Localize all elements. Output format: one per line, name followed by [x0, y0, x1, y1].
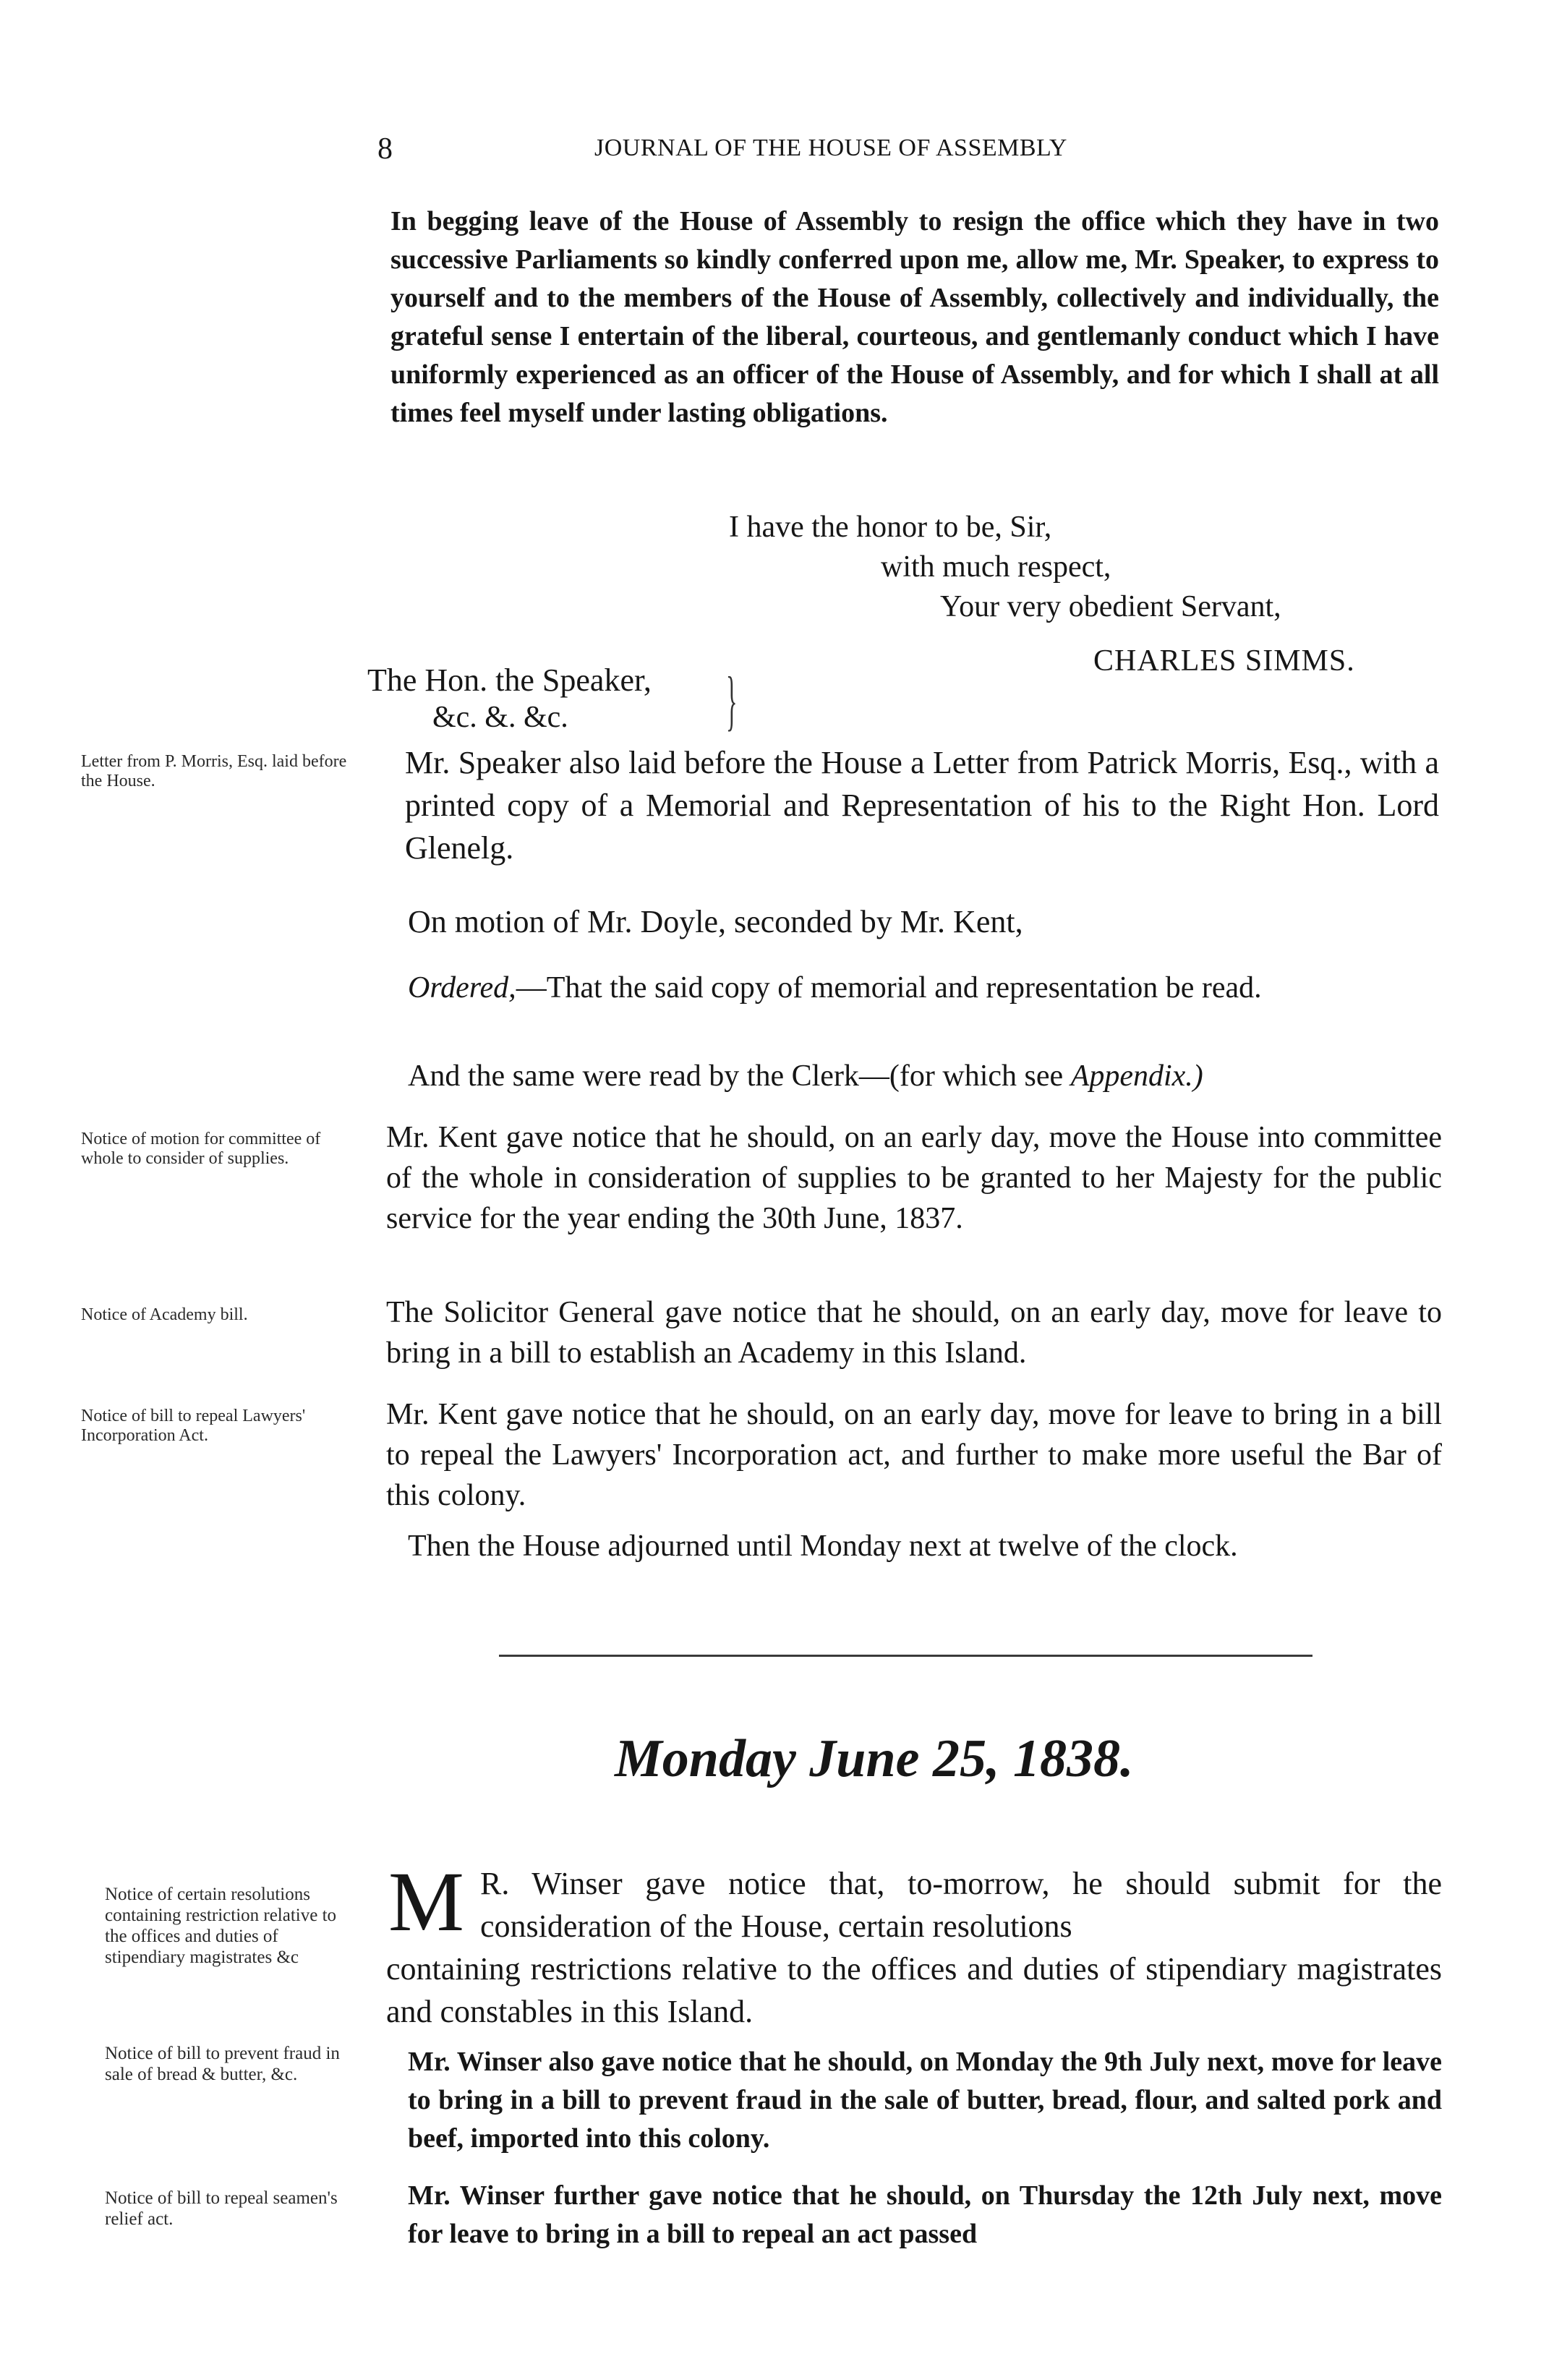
letter-closing-line-1: I have the honor to be, Sir, — [729, 511, 1052, 544]
entry-academy-bill: The Solicitor General gave notice that he should, on an early day, move for leave to bring in a bill to establish an Academy in this Island. — [386, 1296, 1442, 1370]
margin-note-fraud: Notice of bill to prevent fraud in sale of bread & butter, &c. — [105, 2044, 340, 2084]
drop-cap: M — [388, 1854, 464, 1949]
letter-closing-line-2: with much respect, — [881, 550, 1111, 584]
margin-note-supplies: Notice of motion for committee of whole to consider of supplies. — [81, 1130, 321, 1168]
entry-lawyers-bill: Mr. Kent gave notice that he should, on an early day, move for leave to bring in a bill to repeal the Lawyers' Incorporation act, and further to make more useful the Bar of this colony. — [386, 1398, 1442, 1512]
letter-addressee: The Hon. the Speaker, — [367, 662, 652, 698]
letter-body: In begging leave of the House of Assembly to resign the office which they have in two successive Parliaments so kindly conferred upon me, allow me, Mr. Speaker, to express to yourself and to the members of the House of Assembly, collectively and individually, the grateful sense I entertain of the liberal, courteous, and gentlemanly conduct which I have uniformly experienced as an officer of the House of Assembly, and for which I shall at all times feel myself under lasting obligations. — [390, 206, 1439, 428]
entry-read-by-clerk — [408, 1056, 1442, 1096]
entry-ordered — [408, 968, 1442, 1008]
entry-kent-supplies: Mr. Kent gave notice that he should, on an early day, move the House into committee of the whole in consideration of supplies to be granted to her Majesty for the public service for the year ending the 30th June, 1837. — [386, 1121, 1442, 1235]
entry-winser-seamen-bill: Mr. Winser further gave notice that he should, on Thursday the 12th July next, move for leave to bring in a bill to repeal an act passed — [408, 2180, 1442, 2249]
session-date-heading: Monday June 25, 1838. — [615, 1729, 1134, 1788]
entry-winser-resolutions-rest: containing restrictions relative to the offices and duties of stipendiary magistrates and constables in this Island. — [386, 1951, 1442, 2029]
entry-winser-fraud-bill: Mr. Winser also gave notice that he should, on Monday the 9th July next, move for leave to bring in a bill to prevent fraud in the sale of butter, bread, flour, and salted pork and beef, imported into this colony. — [408, 2047, 1442, 2154]
margin-note-magistrates: Notice of certain resolutions containing restriction relative to the offices and duties of stipendiary magistrates &c — [105, 1885, 337, 1967]
ordered-label: Ordered, — [408, 971, 516, 1005]
ordered-text: —That the said copy of memorial and representation be read. — [516, 971, 1262, 1005]
section-divider — [499, 1655, 1312, 1657]
addressee-brace: } — [726, 663, 738, 737]
margin-note-academy: Notice of Academy bill. — [81, 1305, 248, 1324]
letter-signature: CHARLES SIMMS. — [1093, 644, 1355, 678]
read-by-clerk-text: And the same were read by the Clerk—(for which see — [408, 1059, 1071, 1093]
appendix-reference: Appendix.) — [1070, 1059, 1203, 1093]
letter-addressee-etc: &c. &. &c. — [432, 701, 568, 734]
entry-winser-resolutions-first: R. Winser gave notice that, to-morrow, he should submit for the consideration of the House, certain resolutions — [480, 1866, 1442, 1944]
running-header: JOURNAL OF THE HOUSE OF ASSEMBLY — [594, 135, 1067, 161]
entry-motion-doyle: On motion of Mr. Doyle, seconded by Mr. Kent, — [408, 904, 1023, 939]
margin-note-morris-letter: Letter from P. Morris, Esq. laid before the House. — [81, 752, 347, 790]
entry-morris-letter: Mr. Speaker also laid before the House a Letter from Patrick Morris, Esq., with a printed copy of a Memorial and Representation of his to the Right Hon. Lord Glenelg. — [405, 745, 1439, 866]
margin-note-lawyers: Notice of bill to repeal Lawyers' Incorporation Act. — [81, 1407, 306, 1445]
margin-note-seamen: Notice of bill to repeal seamen's relief act. — [105, 2188, 338, 2229]
letter-closing-line-3: Your very obedient Servant, — [940, 590, 1281, 623]
page-number: 8 — [377, 132, 393, 166]
entry-adjournment: Then the House adjourned until Monday next at twelve of the clock. — [408, 1530, 1238, 1563]
